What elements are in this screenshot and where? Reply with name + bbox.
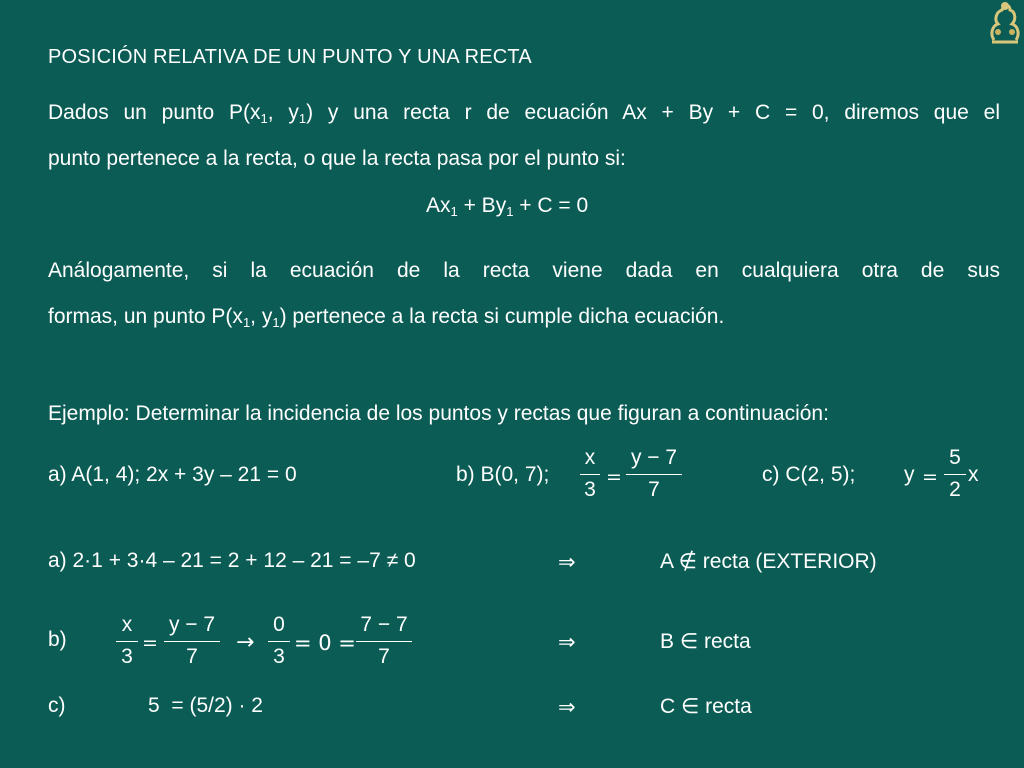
solution-b-implies-icon: ⇒ (558, 630, 576, 654)
intro-paragraph (48, 90, 1000, 182)
example-c-y: y (904, 463, 915, 486)
solution-c-result: C ∈ recta (660, 695, 752, 718)
solution-b-equals-1: = (142, 632, 158, 654)
example-heading: Ejemplo: Determinar la incidencia de los puntos y rectas que figuran a continuación: (48, 402, 829, 425)
solution-b-fraction-y: y − 7 7 (164, 613, 220, 669)
example-a: a) A(1, 4); 2x + 3y – 21 = 0 (48, 463, 297, 486)
solution-b-fraction-x: x 3 (116, 613, 138, 669)
solution-b-arrow-icon: → (236, 630, 255, 655)
solution-b-result: B ∈ recta (660, 630, 751, 653)
page-title: POSICIÓN RELATIVA DE UN PUNTO Y UNA RECTA (48, 46, 532, 68)
example-c-label: c) C(2, 5); (762, 463, 856, 486)
analog-line-1: Análogamente, si la ecuación de la recta viene dada en cualquiera otra de sus (48, 259, 1000, 282)
analog-paragraph (48, 248, 1000, 340)
intro-line-1: Dados un punto $P(x_1$, $y_1$) y una recta r de ecuación Ax + By + C = 0, diremos que el (48, 101, 1000, 126)
incidence-condition: $Ax_1 + By_1 + C = 0$ (426, 194, 589, 219)
example-b-label: b) B(0, 7); (456, 463, 550, 486)
example-c-fraction: 5 2 (944, 446, 966, 502)
solution-c-label: c) (48, 694, 66, 717)
solution-a-result: A ∉ recta (EXTERIOR) (660, 550, 877, 573)
decorative-emblem-icon (984, 0, 1024, 46)
analog-line-2: formas, un punto $P(x_1$, $y_1$) pertenece a la recta si cumple dicha ecuación. (48, 305, 725, 330)
example-b-fraction-x: x 3 (580, 446, 600, 502)
example-c-equals: = (922, 466, 938, 488)
example-b-equals: = (606, 466, 622, 488)
solution-b-label: b) (48, 628, 67, 651)
solution-a-implies-icon: ⇒ (558, 550, 576, 574)
solution-b-equals-zero: = 0 = (294, 631, 356, 655)
example-b-fraction-y: y − 7 7 (626, 446, 682, 502)
solution-a-calc: a) 2·1 + 3·4 – 21 = 2 + 12 – 21 = –7 ≠ 0 (48, 549, 416, 572)
solution-c-implies-icon: ⇒ (558, 695, 576, 719)
solution-b-fraction-zero: 0 3 (268, 613, 290, 669)
example-c-x: x (968, 463, 979, 486)
solution-c-calc: 5 = (5/2) · 2 (148, 694, 263, 717)
solution-b-fraction-seven: 7 − 7 7 (356, 613, 412, 669)
intro-line-2: punto pertenece a la recta, o que la recta pasa por el punto si: (48, 147, 626, 170)
